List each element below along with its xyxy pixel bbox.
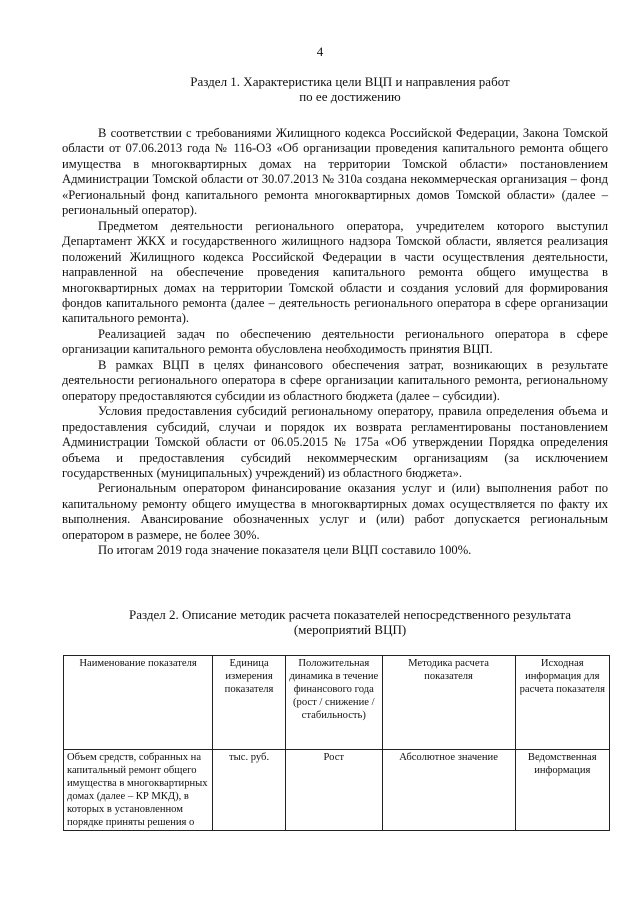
section-1-title-line-2: по ее достижению [299,89,401,104]
paragraph-subject-of-activity: Предметом деятельности регионального оператора, учредителем которого выступил Департамент ЖКХ и государственного жилищного надзора Томской области, является реализация положений Жилищного кодекса Российской Федерации в части осуществления деятельности, направленной на обеспечение проведения капитального ремонта общего имущества в многоквартирных домах на территории Томской области и создания условий для формирования фондов капитального ремонта (далее – деятельность регионального оператора в сфере организации капитального ремонта). [62,218,608,326]
section-2-title-line-1: Раздел 2. Описание методик расчета показателей непосредственного результата [129,607,571,622]
cell-unit: тыс. руб. [213,750,286,831]
section-1-title-line-1: Раздел 1. Характеристика цели ВЦП и направления работ [190,74,510,89]
header-source-info: Исходная информация для расчета показателя [515,656,609,750]
table-header-row [64,656,610,750]
table-row [64,750,610,831]
cell-methodology: Абсолютное значение [382,750,515,831]
page-number: 4 [316,44,324,59]
section-1-body [62,126,608,559]
cell-dynamics: Рост [286,750,383,831]
section-2-title [60,607,640,637]
paragraph-tasks: Реализацией задач по обеспечению деятельности регионального оператора в сфере организации капитального ремонта обусловлена необходимость принятия ВЦП. [62,326,608,357]
paragraph-financing: Региональным оператором финансирование оказания услуг и (или) выполнения работ по капитальному ремонту общего имущества в многоквартирных домах осуществляется по факту их выполнения. Авансирование обозначенных услуг и (или) работ допускается региональным оператором в размере, не более 30%. [62,481,608,542]
section-2-title-line-2: (мероприятий ВЦП) [293,622,407,637]
header-indicator-name: Наименование показателя [64,656,213,750]
paragraph-legal-basis: В соответствии с требованиями Жилищного кодекса Российской Федерации, Закона Томской области от 07.06.2013 года № 116-ОЗ «Об организации проведения капитального ремонта общего имущества в многоквартирных домах на территории Томской области» постановлением Администрации Томской области от 30.07.2013 № 310а создана некоммерческая организация – фонд «Региональный фонд капитального ремонта многоквартирных домов Томской области» (далее – региональный оператор). [62,126,608,218]
paragraph-subsidy-conditions: Условия предоставления субсидий региональному оператору, правила определения объема и предоставления субсидий, случаи и порядок их возврата регламентированы постановлением Администрации Томской области от 06.05.2015 № 175а «Об утверждении Порядка определения объема и предоставления субсидий некоммерческим организациям (за исключением государственных (муниципальных) учреждений) из областного бюджета». [62,404,608,480]
header-dynamics: Положительная динамика в течение финансового года (рост / снижение / стабильность) [286,656,383,750]
paragraph-subsidies: В рамках ВЦП в целях финансового обеспечения затрат, возникающих в результате деятельности регионального оператора в сфере организации капитального ремонта, региональному оператору предоставляются субсидии из областного бюджета (далее – субсидии). [62,357,608,403]
indicator-methodology-table [63,655,610,831]
cell-indicator-name: Объем средств, собранных на капитальный ремонт общего имущества в многоквартирных домах (далее – КР МКД), в которых в установленном порядке приняты решения о [64,750,213,831]
section-1-title [60,74,640,104]
paragraph-result-2019: По итогам 2019 года значение показателя цели ВЦП составило 100%. [98,543,472,558]
header-unit: Единица измерения показателя [213,656,286,750]
header-methodology: Методика расчета показателя [382,656,515,750]
cell-source-info: Ведомственная информация [515,750,609,831]
